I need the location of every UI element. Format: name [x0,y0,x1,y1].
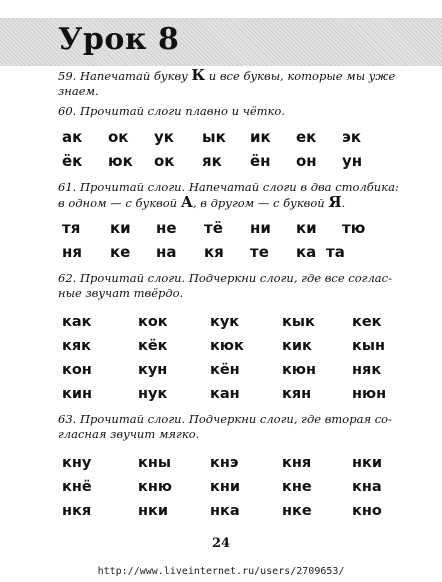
syllable: кя [204,243,224,261]
syllable: кын [352,338,385,354]
syllable: кун [138,362,168,378]
syllable: кан [210,386,240,402]
task-61-letter-a: А [180,193,193,211]
task-59-text-c: знаем. [58,84,99,98]
syllable: ук [154,128,174,146]
syllable: нкя [62,503,92,519]
syllable: кни [210,479,241,495]
syllable: кён [210,362,240,378]
task-61-text-a: 61. Прочитай слоги. Напечатай слоги в два столбика: в одном — с буквой [58,180,399,210]
syllable: ок [154,152,175,170]
syllable: нка [210,503,240,519]
syllable: кяк [62,338,91,354]
syllable: кян [282,386,312,402]
syllable: кюн [282,362,316,378]
task-59 [58,68,408,99]
syllable: нук [138,386,168,402]
syllable: кок [138,314,168,330]
syllable: нке [282,503,312,519]
syllable: не [156,219,177,237]
syllable: кик [282,338,312,354]
watermark-url: http://www.liveinternet.ru/users/2709653/ [97,566,345,577]
syllable: кнё [62,479,92,495]
task-61-text-c: . [341,196,346,210]
syllable: кну [62,455,92,471]
syllable: ек [296,128,317,146]
syllable: на [156,243,177,261]
syllable: ёк [62,152,83,170]
syllable: ак [62,128,83,146]
syllable: он [296,152,317,170]
syllable: як [202,152,222,170]
syllable: ня [62,243,82,261]
syllable: ён [250,152,271,170]
syllable: ык [202,128,226,146]
syllable: эк [342,128,362,146]
syllable: юк [108,152,133,170]
syllable: кнэ [210,455,239,471]
syllable: нки [352,455,383,471]
task-61-letter-ya: Я [328,193,342,211]
syllable: те [250,243,269,261]
syllable: ки [296,219,317,237]
task-63-text-a: 63. Прочитай слоги. Подчеркни слоги, где вторая со- [58,412,392,426]
syllable: кня [282,455,312,471]
syllable: та [326,243,345,261]
task-63 [58,412,408,442]
task-59-number: 59. [58,69,77,83]
task-62-text-a: 62. Прочитай слоги. Подчеркни слоги, где все соглас- [58,271,392,285]
syllable: кюк [210,338,244,354]
task-62 [58,271,408,301]
syllable: нюн [352,386,387,402]
page-number: 24 [211,536,231,551]
task-60: 60. Прочитай слоги плавно и чётко. [58,104,286,118]
task-59-text-a: Напечатай букву [79,69,188,83]
syllable: няк [352,362,382,378]
syllable: кно [352,503,382,519]
syllable: тё [204,219,223,237]
syllable: тя [62,219,81,237]
syllable: тю [342,219,366,237]
syllable: ни [250,219,271,237]
syllable: ик [250,128,271,146]
task-59-text-b: и все буквы, которые мы уже [208,69,396,83]
task-61 [58,180,408,211]
task-61-text-b: , в другом — с буквой [192,196,325,210]
syllable: кёк [138,338,168,354]
task-63-text-b: гласная звучит мягко. [58,427,200,441]
syllable: кне [282,479,312,495]
syllable: кню [138,479,172,495]
syllable: ке [110,243,131,261]
syllable: кна [352,479,382,495]
syllable: кны [138,455,171,471]
syllable: кук [210,314,240,330]
syllable: кек [352,314,382,330]
lesson-title: Урок 8 [58,22,180,57]
syllable: нки [138,503,169,519]
syllable: ун [342,152,363,170]
syllable: ки [110,219,131,237]
syllable: ка [296,243,317,261]
syllable: кон [62,362,92,378]
task-59-letter: К [191,66,206,84]
task-62-text-b: ные звучат твёрдо. [58,286,184,300]
syllable: как [62,314,92,330]
syllable: кык [282,314,315,330]
syllable: ок [108,128,129,146]
syllable: кин [62,386,93,402]
